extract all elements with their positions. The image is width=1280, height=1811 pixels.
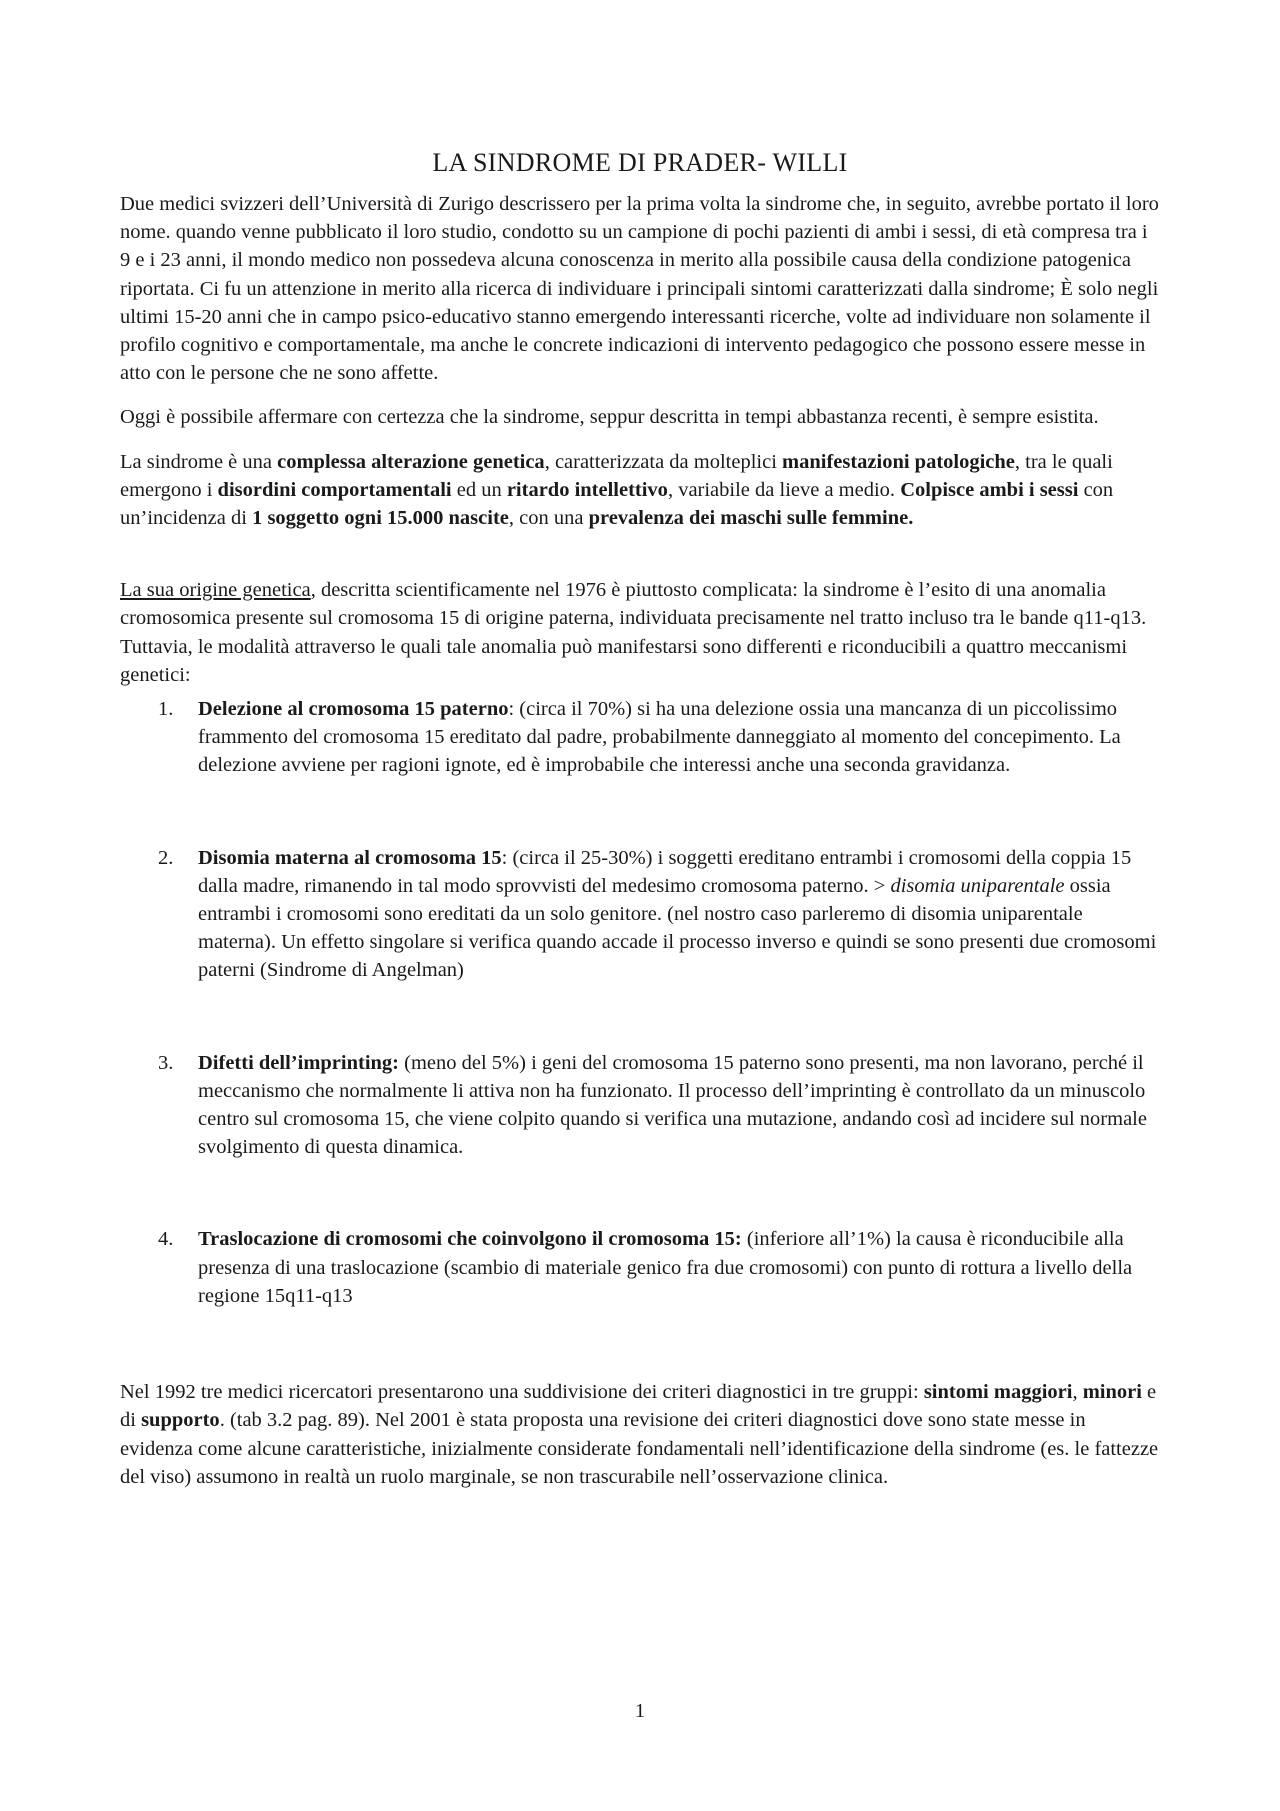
mechanism-item: [120, 844, 1160, 985]
definition-bold-3: disordini comportamentali: [217, 478, 452, 501]
mechanism-item: [120, 1049, 1160, 1162]
definition-paragraph: [120, 448, 1160, 533]
criteria-text-1: Nel 1992 tre medici ricercatori presentarono una suddivisione dei criteri diagnostici in tre gruppi:: [120, 1381, 924, 1404]
document-title: LA SINDROME DI PRADER- WILLI: [432, 148, 848, 177]
mechanism-body-continued: ossia entrambi i cromosomi sono ereditati da un solo genitore. (nel nostro caso parleremo di disomia uniparentale materna). Un effetto singolare si verifica quando accade il processo inverso e quindi se sono presenti due cromosomi paterni (Sindrome di Angelman): [198, 874, 1157, 982]
definition-bold-7: prevalenza dei maschi sulle femmine.: [588, 507, 914, 530]
mechanism-body: : (circa il 70%) si ha una delezione ossia una mancanza di un piccolissimo frammento del cromosoma 15 ereditato dal padre, probabilmente danneggiato al momento del concepimento. La delezione avviene per ragioni ignote, ed è improbabile che interessi anche una seconda gravidanza.: [198, 698, 1121, 777]
origin-text: , descritta scientificamente nel 1976 è piuttosto complicata: la sindrome è l’esito di una anomalia cromosomica presente sul cromosoma 15 di origine paterna, individuata precisamente nel tratto incluso tra le bande q11-q13. Tuttavia, le modalità attraverso le quali tale anomalia può manifestarsi sono differenti e riconducibili a quattro meccanismi genetici:: [120, 579, 1147, 686]
mechanism-body: (meno del 5%) i geni del cromosoma 15 paterno sono presenti, ma non lavorano, perché il meccanismo che normalmente li attiva non ha funzionato. Il processo dell’imprinting è controllato da un minuscolo centro sul cromosoma 15, che viene colpito quando si verifica una mutazione, andando così ad incidere sul normale svolgimento di questa dinamica.: [198, 1051, 1147, 1159]
mechanisms-list: [120, 695, 1160, 1310]
mechanism-number: 1.: [158, 698, 174, 721]
definition-bold-6: 1 soggetto ogni 15.000 nascite: [252, 507, 509, 530]
criteria-text-2: ,: [1072, 1381, 1083, 1404]
mechanism-heading: Disomia materna al cromosoma 15: [198, 846, 502, 869]
criteria-text-3: e di: [120, 1381, 1157, 1432]
definition-text-5: , variabile da lieve a medio.: [667, 478, 901, 501]
mechanism-heading: Delezione al cromosoma 15 paterno: [198, 698, 509, 721]
criteria-paragraph: [120, 1378, 1160, 1491]
mechanism-body: : (circa il 25-30%) i soggetti ereditano entrambi i cromosomi della coppia 15 dalla madre, rimanendo in tal modo sprovvisti del medesimo cromosoma paterno. >: [198, 846, 1132, 897]
criteria-bold-3: supporto: [141, 1409, 220, 1432]
origin-underlined: La sua origine genetica: [120, 579, 311, 602]
definition-text-1: La sindrome è una: [120, 450, 278, 473]
mechanism-italic-term: disomia uniparentale: [890, 874, 1065, 897]
mechanism-number: 4.: [158, 1228, 174, 1251]
mechanism-heading: Traslocazione di cromosomi che coinvolgono il cromosoma 15:: [198, 1228, 742, 1251]
origin-paragraph: [120, 576, 1160, 689]
definition-text-3: , tra le quali emergono i: [120, 450, 1113, 501]
definition-bold-5: Colpisce ambi i sessi: [900, 478, 1079, 501]
page-number: 1: [634, 1700, 646, 1722]
mechanism-item: [120, 695, 1160, 780]
definition-text-4: ed un: [451, 478, 507, 501]
definition-text-2: , caratterizzata da molteplici: [544, 450, 783, 473]
mechanism-heading: Difetti dell’imprinting:: [198, 1051, 399, 1074]
definition-text-6: con un’incidenza di: [120, 478, 1114, 530]
document-page: [120, 148, 1160, 1491]
definition-bold-4: ritardo intellettivo: [506, 478, 668, 501]
definition-text-7: , con una: [508, 507, 589, 530]
mechanism-body: (inferiore all’1%) la causa è riconducibile alla presenza di una traslocazione (scambio di materiale genico fra due cromosomi) con punto di rottura a livello della regione 15q11-q13: [198, 1228, 1133, 1307]
definition-bold-1: complessa alterazione genetica: [277, 450, 545, 473]
mechanism-item: [120, 1225, 1160, 1310]
definition-bold-2: manifestazioni patologiche: [782, 450, 1015, 473]
criteria-text-4: . (tab 3.2 pag. 89). Nel 2001 è stata proposta una revisione dei criteri diagnostici dove sono state messe in evidenza come alcune caratteristiche, inizialmente considerate fondamentali nell’identificazione della sindrome (es. le fattezze del viso) assumono in realtà un ruolo marginale, se non trascurabile nell’osservazione clinica.: [120, 1409, 1159, 1488]
mechanism-number: 3.: [158, 1051, 174, 1074]
mechanism-number: 2.: [158, 846, 174, 869]
certainty-paragraph: Oggi è possibile affermare con certezza che la sindrome, seppur descritta in tempi abbastanza recenti, è sempre esistita.: [120, 406, 1099, 429]
criteria-bold-2: minori: [1082, 1381, 1142, 1404]
criteria-bold-1: sintomi maggiori: [923, 1381, 1073, 1404]
intro-paragraph: Due medici svizzeri dell’Università di Zurigo descrissero per la prima volta la sindrome che, in seguito, avrebbe portato il loro nome. quando venne pubblicato il loro studio, condotto su un campione di pochi pazienti di ambi i sessi, di età compresa tra i 9 e i 23 anni, il mondo medico non possedeva alcuna conoscenza in merito alla possibile causa della condizione patogenica riportata. Ci fu un attenzione in merito alla ricerca di individuare i principali sintomi caratterizzati dalla sindrome; È solo negli ultimi 15-20 anni che in campo psico-educativo stanno emergendo interessanti ricerche, volte ad individuare non solamente il profilo cognitivo e comportamentale, ma anche le concrete indicazioni di intervento pedagogico che possono essere messe in atto con le persone che ne sono affette.: [120, 193, 1159, 385]
